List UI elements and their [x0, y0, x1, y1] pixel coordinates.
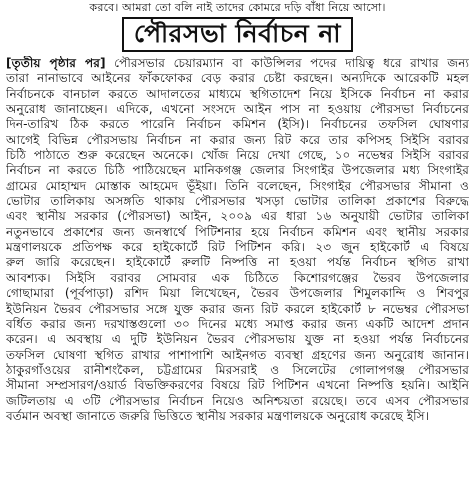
article-line: জটিলতায় এ ৩টি পৌরসভার নির্বাচন নিয়েও অনিশ্চয়তা রয়েছে। তবে এসব পৌরসভার — [6, 393, 469, 408]
article-line-text: পৌরসভার চেয়ারম্যান বা কাউন্সিলর পদের দায়িত্ব ধরে রাখার জন্য — [105, 56, 469, 70]
article-line: তারা নানাভাবে আইনের ফাঁকফোকর বেড় করার চেষ্টা করছেন। অন্যদিকে আরেকটি মহল — [6, 71, 469, 86]
article-line: নির্বাচনকে বানচাল করতে আদালতের মাধ্যমে স্থগিতাদেশ নিয়ে ইসিকে নির্বাচন না করার — [6, 86, 469, 101]
article-line: বর্তমান অবস্থা জানাতে জরুরি ভিত্তিতে স্থানীয় সরকার মন্ত্রণালয়কে অনুরোধ করেছে ইসি। — [6, 408, 430, 423]
article-line: নতুনভাবে প্রকাশের জন্য জনস্বার্থে পিটিশনার হয়ে নির্বাচন কমিশন এবং স্থানীয় সরকার — [6, 224, 469, 239]
article-line: রুল জারি করেছেন। হাইকোর্টে রুলটি নিষ্পত্তি না হওয়া পর্যন্ত নির্বাচন স্থগিত রাখা — [6, 255, 469, 270]
article-line: তফসিল ঘোষণা স্থগিত রাখার পাশাপাশি আইনগত ব্যবস্থা গ্রহণের জন্য অনুরোধ জানান। — [6, 347, 469, 362]
article-line: দিন-তারিখ ঠিক করতে পারেনি নির্বাচন কমিশন (ইসি)। নির্বাচনের তফসিল ঘোষণার — [6, 117, 469, 132]
article-line: ঠাকুরগাঁওয়ের রানীশংকৈল, চট্টগ্রামের মিরসরাই ও সিলেটের গোলাপগঞ্জ পৌরসভার — [6, 362, 469, 377]
article-line: অনুরোধ জানাচ্ছেন। এদিকে, এখনো সংসদে আইন পাস না হওয়ায় পৌরসভা নির্বাচনের — [6, 102, 469, 117]
article-line: ভোটার তালিকায় অসঙ্গতি থাকায় পৌরসভার খসড়া ভোটার তালিকা প্রকাশের বিরুদ্ধে — [6, 194, 469, 209]
continuation-label: [তৃতীয় পৃষ্ঠার পর] — [6, 56, 106, 70]
article-line: এবং স্থানীয় সরকার (পৌরসভা) আইন, ২০০৯ এর ধারা ১৬ অনুযায়ী ভোটার তালিকা — [6, 209, 469, 224]
article-line: মন্ত্রণালয়কে প্রতিপক্ষ করে হাইকোর্টে রিট পিটিশন করি। ২৩ জুন হাইকোর্ট এ বিষয়ে — [6, 240, 469, 255]
article-line: গোছামারা (পূর্বপাড়া) রশিদ মিয়া লিখেছেন, ভৈরব উপজেলার শিমুলকান্দি ও শিবপুর — [6, 286, 469, 301]
article-line: করেন। এ অবস্থায় এ দুটি ইউনিয়ন ভৈরব পৌরসভায় যুক্ত না হওয়া পর্যন্ত নির্বাচনের — [6, 332, 469, 347]
article-body — [6, 56, 469, 424]
previous-article-tail: করবে। আমরা তো বলি নাই তাদের কোমরে দড়ি বাঁধা নিয়ে আসো। — [89, 1, 386, 14]
article-line — [6, 56, 469, 71]
headline-container — [6, 17, 469, 52]
article-line: সীমানা সম্প্রসারণ/ওয়ার্ড বিভক্তিকরণের বিষয়ে রিট পিটিশন এখনো নিষ্পত্তি হয়নি। আইনি — [6, 378, 469, 393]
article-line: বর্ধিত করার জন্য দরখাস্তগুলো ৩০ দিনের মধ্যে সমাপ্ত করার জন্য একটি আদেশ প্রদান — [6, 316, 469, 331]
article-line: গ্রামের মোহাম্মদ মোস্তাক আহমেদ ভূঁইয়া। তিনি বলেছেন, সিংগাইর পৌরসভার সীমানা ও — [6, 178, 469, 193]
article-line: আবশ্যক। সিইসি বরাবর সোমবার এক চিঠিতে কিশোরগঞ্জের ভৈরব উপজেলার — [6, 270, 469, 285]
headline: পৌরসভা নির্বাচন না — [122, 17, 353, 52]
article-line: ইউনিয়ন ভৈরব পৌরসভার সঙ্গে যুক্ত করার জন্য রিট করলে হাইকোর্ট ৮ নভেম্বর পৌরসভা — [6, 301, 469, 316]
article-line: চিঠি পাঠাতে শুরু করেছেন অনেকে। খোঁজ নিয়ে দেখা গেছে, ১০ নভেম্বর সিইসি বরাবর — [6, 148, 469, 163]
article-line: নির্বাচন না করতে চিঠি পাঠিয়েছেন মানিকগঞ্জ জেলার সিংগাইর উপজেলার মধ্য সিংগাইর — [6, 163, 469, 178]
article-line: আগেই বিভিন্ন পৌরসভায় নির্বাচন না করার জন্য রিট করে তার কপিসহ সিইসি বরাবর — [6, 132, 469, 147]
